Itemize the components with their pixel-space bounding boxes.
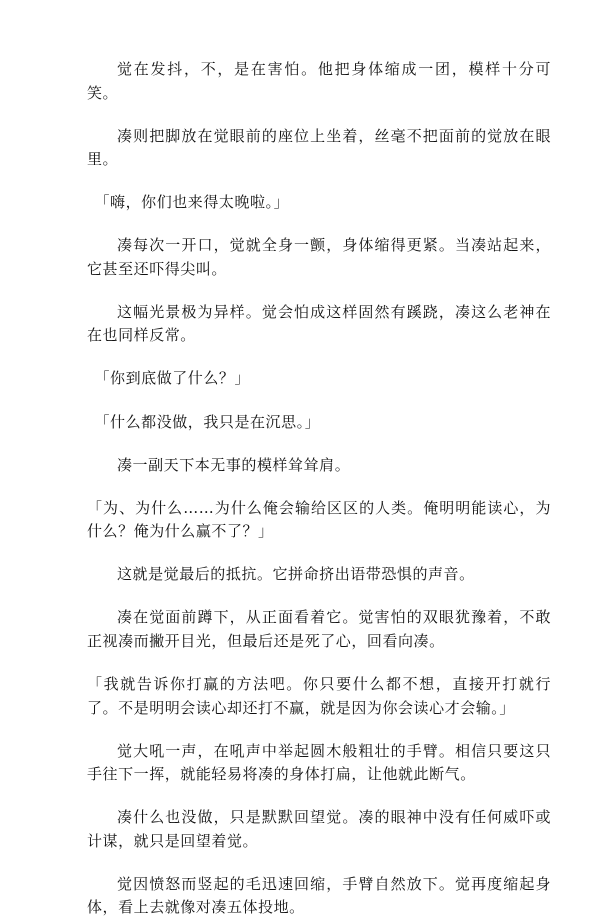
paragraph-2: 凑则把脚放在觉眼前的座位上坐着，丝毫不把面前的觉放在眼里。: [87, 126, 551, 169]
paragraph-9: 凑什么也没做，只是默默回望觉。凑的眼神中没有任何威吓或计谋，就只是回望着觉。: [87, 808, 551, 850]
paragraph-3: 凑每次一开口，觉就全身一颤，身体缩得更紧。当凑站起来，它甚至还吓得尖叫。: [87, 236, 551, 278]
paragraph-10: 觉因愤怒而竖起的毛迅速回缩，手臂自然放下。觉再度缩起身体，看上去就像对凑五体投地。: [87, 874, 551, 917]
paragraph-5: 凑一副天下本无事的模样耸耸肩。: [117, 455, 351, 474]
dialogue-3: 「什么都没做，我只是在沉思。」: [94, 412, 321, 431]
dialogue-1: 「嗨，你们也来得太晚啦。」: [94, 193, 290, 212]
paragraph-4: 这幅光景极为异样。觉会怕成这样固然有蹊跷，凑这么老神在在也同样反常。: [87, 302, 551, 345]
paragraph-1: 觉在发抖，不，是在害怕。他把身体缩成一团，模样十分可笑。: [87, 60, 551, 102]
dialogue-2: 「你到底做了什么？」: [94, 369, 251, 388]
paragraph-8: 觉大吼一声，在吼声中举起圆木般粗壮的手臂。相信只要这只手往下一挥，就能轻易将凑的身体打扁，让他就此断气。: [87, 741, 551, 784]
paragraph-7: 凑在觉面前蹲下，从正面看着它。觉害怕的双眼犹豫着，不敢正视凑而撇开目光，但最后还是死了心，回看向凑。: [87, 608, 551, 650]
dialogue-5: 「我就告诉你打赢的方法吧。你只要什么都不想，直接开打就行了。不是明明会读心却还打不赢，就是因为你会读心才会输。」: [87, 675, 551, 717]
paragraph-6: 这就是觉最后的抵抗。它拼命挤出语带恐惧的声音。: [117, 565, 475, 584]
dialogue-4: 「为、为什么……为什么俺会输给区区的人类。俺明明能读心，为什么？俺为什么赢不了？」: [87, 498, 551, 541]
